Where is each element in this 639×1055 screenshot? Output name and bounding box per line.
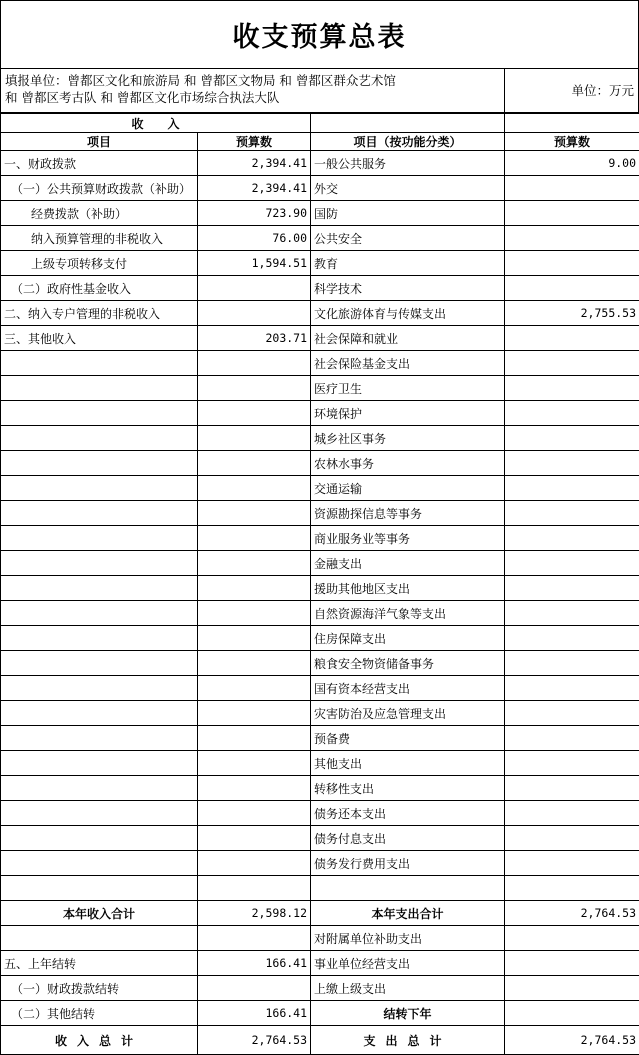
table-row xyxy=(1,701,639,726)
expense-item: 公共安全 xyxy=(311,226,505,251)
income-item xyxy=(1,701,198,726)
table-row xyxy=(1,826,639,851)
expense-item: 资源勘探信息等事务 xyxy=(311,501,505,526)
income-item xyxy=(1,426,198,451)
table-row xyxy=(1,426,639,451)
income-item xyxy=(1,351,198,376)
income-group-header-row xyxy=(1,114,639,133)
col-header-expense-item: 项目（按功能分类） xyxy=(311,133,505,151)
expense-item: 社会保险基金支出 xyxy=(311,351,505,376)
expense-budget xyxy=(505,651,639,676)
expense-budget xyxy=(505,526,639,551)
table-row xyxy=(1,526,639,551)
expense-budget xyxy=(505,376,639,401)
income-budget xyxy=(198,876,311,901)
expense-item: 上缴上级支出 xyxy=(311,976,505,1001)
expense-budget: 9.00 xyxy=(505,151,639,176)
expense-item: 金融支出 xyxy=(311,551,505,576)
expense-budget xyxy=(505,501,639,526)
expense-budget xyxy=(505,451,639,476)
income-item xyxy=(1,851,198,876)
expense-item: 对附属单位补助支出 xyxy=(311,926,505,951)
expense-budget xyxy=(505,726,639,751)
income-budget xyxy=(198,551,311,576)
expense-item: 城乡社区事务 xyxy=(311,426,505,451)
income-budget xyxy=(198,651,311,676)
expense-item xyxy=(311,876,505,901)
expense-item: 住房保障支出 xyxy=(311,626,505,651)
income-item xyxy=(1,926,198,951)
table-row xyxy=(1,376,639,401)
income-budget xyxy=(198,626,311,651)
expense-budget: 2,755.53 xyxy=(505,301,639,326)
expense-item: 自然资源海洋气象等支出 xyxy=(311,601,505,626)
expense-budget xyxy=(505,626,639,651)
expense-budget xyxy=(505,676,639,701)
expense-budget xyxy=(505,176,639,201)
expense-subtotal-label: 本年支出合计 xyxy=(311,901,505,926)
income-item: （二）政府性基金收入 xyxy=(1,276,198,301)
income-total-value: 2,764.53 xyxy=(198,1026,311,1055)
income-budget xyxy=(198,351,311,376)
income-item xyxy=(1,376,198,401)
income-budget: 2,394.41 xyxy=(198,176,311,201)
income-item xyxy=(1,401,198,426)
income-budget xyxy=(198,576,311,601)
table-row xyxy=(1,451,639,476)
table-row xyxy=(1,851,639,876)
page-title: 收支预算总表 xyxy=(0,0,639,69)
expense-budget xyxy=(505,851,639,876)
expense-budget xyxy=(505,601,639,626)
col-header-budget: 预算数 xyxy=(198,133,311,151)
expense-budget xyxy=(505,801,639,826)
income-budget xyxy=(198,851,311,876)
expense-budget xyxy=(505,751,639,776)
income-budget: 203.71 xyxy=(198,326,311,351)
income-budget xyxy=(198,726,311,751)
table-row xyxy=(1,551,639,576)
income-budget: 166.41 xyxy=(198,1001,311,1026)
income-item: （二）其他结转 xyxy=(1,1001,198,1026)
expense-budget xyxy=(505,326,639,351)
income-budget xyxy=(198,976,311,1001)
table-row xyxy=(1,751,639,776)
income-budget: 2,394.41 xyxy=(198,151,311,176)
expense-budget xyxy=(505,551,639,576)
expense-budget xyxy=(505,701,639,726)
table-row xyxy=(1,251,639,276)
filler-unit-line2: 和 曾都区考古队 和 曾都区文化市场综合执法大队 xyxy=(5,90,280,105)
expense-item: 其他支出 xyxy=(311,751,505,776)
income-subtotal-value: 2,598.12 xyxy=(198,901,311,926)
income-total-label: 收入总计 xyxy=(1,1026,198,1055)
table-row xyxy=(1,401,639,426)
income-item: 纳入预算管理的非税收入 xyxy=(1,226,198,251)
income-budget xyxy=(198,426,311,451)
budget-table xyxy=(0,113,639,1055)
table-row xyxy=(1,176,639,201)
expense-budget xyxy=(505,976,639,1001)
income-budget: 1,594.51 xyxy=(198,251,311,276)
expense-budget xyxy=(505,251,639,276)
expense-item: 环境保护 xyxy=(311,401,505,426)
expense-item: 债务付息支出 xyxy=(311,826,505,851)
income-item xyxy=(1,726,198,751)
table-row xyxy=(1,776,639,801)
table-row xyxy=(1,676,639,701)
table-row xyxy=(1,1001,639,1026)
income-budget xyxy=(198,826,311,851)
income-item xyxy=(1,551,198,576)
expense-budget xyxy=(505,351,639,376)
income-item xyxy=(1,876,198,901)
table-row xyxy=(1,876,639,901)
unit-info-row xyxy=(0,68,639,113)
income-budget xyxy=(198,276,311,301)
income-item: 经费拨款（补助） xyxy=(1,201,198,226)
income-budget xyxy=(198,776,311,801)
table-row xyxy=(1,726,639,751)
income-budget: 166.41 xyxy=(198,951,311,976)
expense-budget xyxy=(505,776,639,801)
income-item xyxy=(1,576,198,601)
income-budget xyxy=(198,801,311,826)
expense-budget xyxy=(505,476,639,501)
expense-item: 交通运输 xyxy=(311,476,505,501)
table-row xyxy=(1,351,639,376)
income-budget xyxy=(198,701,311,726)
table-row xyxy=(1,301,639,326)
header-blank-cell xyxy=(311,114,505,133)
expense-item: 援助其他地区支出 xyxy=(311,576,505,601)
income-budget xyxy=(198,526,311,551)
income-budget: 723.90 xyxy=(198,201,311,226)
income-budget xyxy=(198,401,311,426)
table-row xyxy=(1,976,639,1001)
expense-budget xyxy=(505,951,639,976)
income-budget xyxy=(198,451,311,476)
table-row xyxy=(1,651,639,676)
income-budget xyxy=(198,501,311,526)
header-blank-cell xyxy=(505,114,639,133)
table-row xyxy=(1,201,639,226)
expense-item: 粮食安全物资储备事务 xyxy=(311,651,505,676)
income-group-header: 收 入 xyxy=(1,114,311,133)
expense-item: 商业服务业等事务 xyxy=(311,526,505,551)
expense-item: 教育 xyxy=(311,251,505,276)
income-item xyxy=(1,626,198,651)
income-item xyxy=(1,526,198,551)
table-row xyxy=(1,576,639,601)
expense-item: 债务发行费用支出 xyxy=(311,851,505,876)
expense-item: 农林水事务 xyxy=(311,451,505,476)
table-row xyxy=(1,326,639,351)
income-item xyxy=(1,501,198,526)
expense-budget xyxy=(505,226,639,251)
col-header-expense-budget: 预算数 xyxy=(505,133,639,151)
expense-item: 债务还本支出 xyxy=(311,801,505,826)
income-subtotal-label: 本年收入合计 xyxy=(1,901,198,926)
expense-budget xyxy=(505,576,639,601)
income-item xyxy=(1,601,198,626)
expense-item: 预备费 xyxy=(311,726,505,751)
currency-unit: 单位：万元 xyxy=(571,83,634,98)
expense-item: 结转下年 xyxy=(311,1001,505,1026)
table-row xyxy=(1,801,639,826)
column-header-row xyxy=(1,133,639,151)
table-row xyxy=(1,276,639,301)
income-item xyxy=(1,476,198,501)
income-item xyxy=(1,751,198,776)
income-item: 二、纳入专户管理的非税收入 xyxy=(1,301,198,326)
expense-budget xyxy=(505,926,639,951)
expense-budget xyxy=(505,826,639,851)
expense-item: 科学技术 xyxy=(311,276,505,301)
income-item xyxy=(1,676,198,701)
expense-budget xyxy=(505,276,639,301)
income-budget xyxy=(198,926,311,951)
income-budget xyxy=(198,476,311,501)
income-item: 五、上年结转 xyxy=(1,951,198,976)
table-row xyxy=(1,501,639,526)
expense-total-value: 2,764.53 xyxy=(505,1026,639,1055)
expense-item: 灾害防治及应急管理支出 xyxy=(311,701,505,726)
income-budget xyxy=(198,676,311,701)
expense-total-label: 支出总计 xyxy=(311,1026,505,1055)
expense-budget xyxy=(505,426,639,451)
expense-budget xyxy=(505,876,639,901)
income-budget xyxy=(198,376,311,401)
expense-item: 国有资本经营支出 xyxy=(311,676,505,701)
income-item xyxy=(1,801,198,826)
table-row xyxy=(1,626,639,651)
expense-budget xyxy=(505,401,639,426)
expense-item: 事业单位经营支出 xyxy=(311,951,505,976)
expense-item: 国防 xyxy=(311,201,505,226)
grand-total-row xyxy=(1,1026,639,1055)
table-row xyxy=(1,951,639,976)
col-header-item: 项目 xyxy=(1,133,198,151)
income-budget xyxy=(198,751,311,776)
income-item: 一、财政拨款 xyxy=(1,151,198,176)
income-budget xyxy=(198,601,311,626)
subtotal-row xyxy=(1,901,639,926)
filler-unit xyxy=(1,68,505,112)
income-item xyxy=(1,826,198,851)
income-item xyxy=(1,651,198,676)
income-budget xyxy=(198,301,311,326)
table-row xyxy=(1,151,639,176)
income-item: （一）财政拨款结转 xyxy=(1,976,198,1001)
income-item xyxy=(1,776,198,801)
expense-budget xyxy=(505,201,639,226)
expense-item: 社会保障和就业 xyxy=(311,326,505,351)
income-item: （一）公共预算财政拨款（补助） xyxy=(1,176,198,201)
expense-subtotal-value: 2,764.53 xyxy=(505,901,639,926)
expense-budget xyxy=(505,1001,639,1026)
income-budget: 76.00 xyxy=(198,226,311,251)
table-row xyxy=(1,226,639,251)
filler-unit-line1: 填报单位：曾都区文化和旅游局 和 曾都区文物局 和 曾都区群众艺术馆 xyxy=(5,73,396,88)
income-item: 上级专项转移支付 xyxy=(1,251,198,276)
income-item: 三、其他收入 xyxy=(1,326,198,351)
expense-item: 文化旅游体育与传媒支出 xyxy=(311,301,505,326)
expense-item: 转移性支出 xyxy=(311,776,505,801)
income-item xyxy=(1,451,198,476)
expense-item: 外交 xyxy=(311,176,505,201)
expense-item: 医疗卫生 xyxy=(311,376,505,401)
table-row xyxy=(1,476,639,501)
table-row xyxy=(1,926,639,951)
expense-item: 一般公共服务 xyxy=(311,151,505,176)
table-row xyxy=(1,601,639,626)
